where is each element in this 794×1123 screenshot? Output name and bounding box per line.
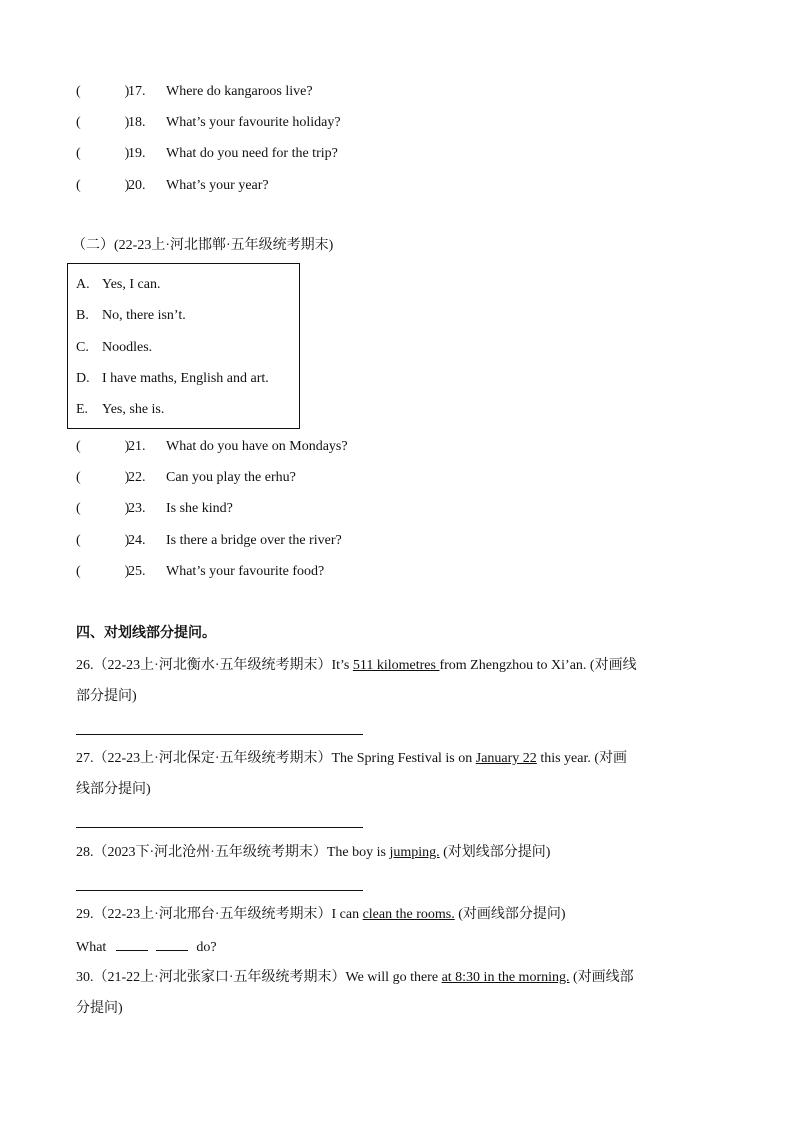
- question-text: Is there a bridge over the river?: [166, 533, 342, 548]
- question-19: [76, 144, 338, 164]
- question-text: What’s your year?: [166, 178, 269, 193]
- question-number: 19.: [128, 146, 146, 161]
- answer-paren[interactable]: ( ): [76, 84, 130, 99]
- question-text: Where do kangaroos live?: [166, 84, 313, 99]
- blank-input[interactable]: [156, 936, 188, 951]
- answer-paren[interactable]: ( ): [76, 439, 130, 454]
- underlined-part: January 22: [475, 751, 537, 766]
- option-c: C. Noodles.: [76, 340, 153, 355]
- question-26: 26.（22-23上·河北衡水·五年级统考期末）It’s 511 kilometres from Zhengzhou to Xi’an. (对画线: [76, 658, 637, 673]
- underlined-part: jumping.: [389, 845, 440, 860]
- option-e: E. Yes, she is.: [76, 402, 165, 417]
- question-26-cont: 部分提问): [76, 689, 137, 704]
- option-b: B. No, there isn’t.: [76, 308, 186, 323]
- question-25: ( )25. What’s your favourite food?: [76, 562, 324, 582]
- question-text: Is she kind?: [166, 501, 233, 516]
- option-a: A. Yes, I can.: [76, 277, 161, 292]
- answer-paren[interactable]: ( ): [76, 146, 130, 161]
- answer-paren[interactable]: ( ): [76, 564, 130, 579]
- question-17: [76, 82, 313, 102]
- question-text: Can you play the erhu?: [166, 470, 296, 485]
- underlined-part: 511 kilometres: [352, 658, 440, 673]
- answer-line-26[interactable]: [76, 734, 363, 735]
- section-two-title: （二）(22-23上·河北邯郸·五年级统考期末): [72, 238, 334, 253]
- answer-line-27[interactable]: [76, 827, 363, 828]
- question-text: What do you have on Mondays?: [166, 439, 348, 454]
- option-d: D. I have maths, English and art.: [76, 371, 269, 386]
- question-number: 18.: [128, 115, 146, 130]
- answer-paren[interactable]: ( ): [76, 470, 130, 485]
- question-21: ( )21. What do you have on Mondays?: [76, 437, 348, 457]
- underlined-part: clean the rooms.: [362, 907, 455, 922]
- answer-paren[interactable]: ( ): [76, 178, 130, 193]
- question-20: [76, 176, 269, 196]
- answer-paren[interactable]: ( ): [76, 533, 130, 548]
- question-23: ( )23. Is she kind?: [76, 499, 233, 519]
- answer-line-28[interactable]: [76, 890, 363, 891]
- question-number: 17.: [128, 84, 146, 99]
- question-29-answer: What do?: [76, 936, 217, 958]
- question-27: 27.（22-23上·河北保定·五年级统考期末）The Spring Festival is on January 22 this year. (对画: [76, 751, 628, 766]
- answer-paren[interactable]: ( ): [76, 501, 130, 516]
- question-30-cont: 分提问): [76, 1001, 123, 1016]
- options-box: [67, 263, 300, 429]
- question-27-cont: 线部分提问): [76, 782, 151, 797]
- question-29: 29.（22-23上·河北邢台·五年级统考期末）I can clean the rooms. (对画线部分提问): [76, 907, 566, 922]
- underlined-part: at 8:30 in the morning.: [441, 970, 570, 985]
- question-text: What’s your favourite food?: [166, 564, 325, 579]
- answer-paren[interactable]: ( ): [76, 115, 130, 130]
- section-four-title: 四、对划线部分提问。: [76, 626, 216, 641]
- blank-input[interactable]: [116, 936, 148, 951]
- question-text: What do you need for the trip?: [166, 146, 338, 161]
- question-30: 30.（21-22上·河北张家口·五年级统考期末）We will go there at 8:30 in the morning. (对画线部: [76, 970, 634, 985]
- question-text: What’s your favourite holiday?: [166, 115, 341, 130]
- question-22: ( )22. Can you play the erhu?: [76, 468, 296, 488]
- question-24: ( )24. Is there a bridge over the river?: [76, 531, 342, 551]
- question-number: 20.: [128, 178, 146, 193]
- question-18: [76, 113, 341, 133]
- question-28: 28.（2023下·河北沧州·五年级统考期末）The boy is jumping. (对划线部分提问): [76, 845, 551, 860]
